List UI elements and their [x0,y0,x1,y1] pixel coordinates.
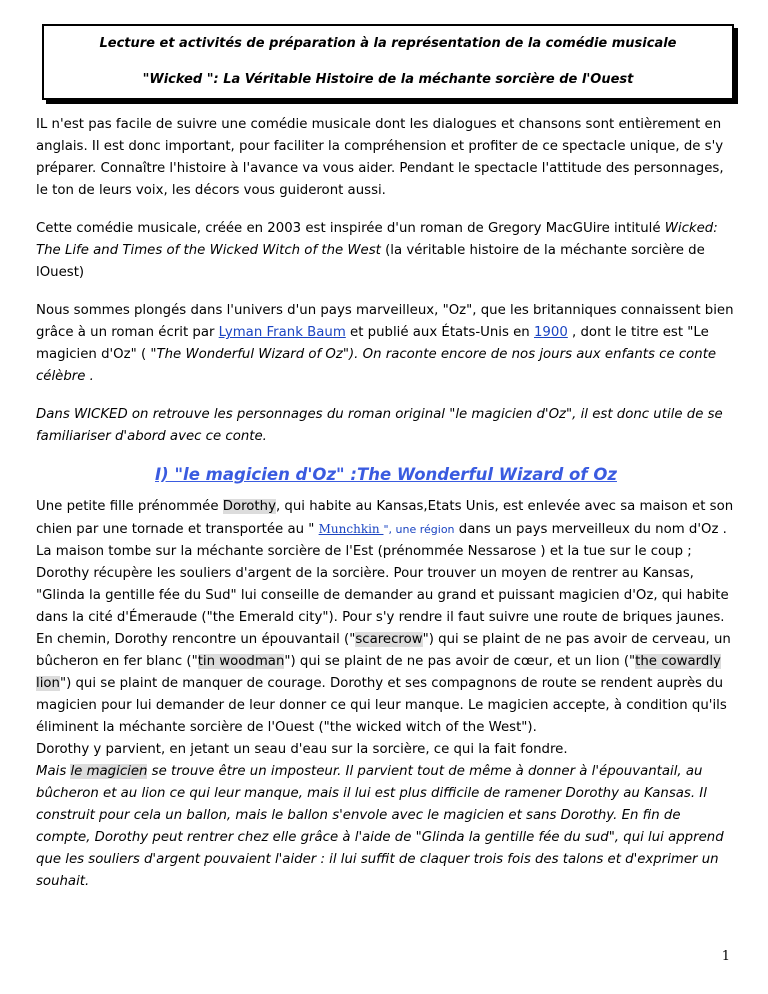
text-run-italic: Mais [36,764,71,779]
munchkin-term: Munchkin [318,522,384,536]
text-run: , dont le titre est "Le magicien d'Oz" ( [36,325,709,362]
region-note: ", une région [383,523,455,536]
text-run: Cette comédie musicale, créée en 2003 est inspirée d'un roman de Gregory MacGUire intitulé [36,221,665,236]
text-run: ") qui se plaint de ne pas avoir de cerveau, un bûcheron en fer blanc (" [36,632,731,669]
text-run-italic: se trouve être un imposteur. Il parvient tout de même à donner à l'épouvantail, au bûcheron et au lion ce qui leur manque, mais il lui est plus difficile de ramener Dorothy au Kansas. Il construit pour cela un ballon, mais le ballon s'envole avec le magicien et sans Dorothy. En fin de compte, Dorothy peut rentrer chez elle grâce à l'aide de "Glinda la gentille fée du sud", qui lui apprend que les souliers d'argent pouvaient l'aider : il lui suffit de claquer trois fois des talons et d'exprimer un souhait. [36,764,724,889]
intro-paragraph-2 [36,218,736,284]
highlight-cowardly-lion: the cowardly lion [36,654,721,691]
link-1900[interactable]: 1900 [533,325,568,340]
text-run: , qui habite au Kansas,Etats Unis, est enlevée avec sa maison et son chien par une tornade et transportée au " [36,499,734,537]
text-run: et publié aux États-Unis en [345,325,534,340]
story-paragraph [36,496,736,893]
text-run: dans un pays merveilleux du nom d'Oz . La maison tombe sur la méchante sorcière de l'Est (prénommée Nessarose ) et la tue sur le coup ; Dorothy récupère les souliers d'argent de la sorcière. Pour trouver un moyen de rentrer au Kansas, "Glinda la gentille fée du Sud" lui conseille de demander au grand et puissant magicien d'Oz, qui habite dans la cité d'Émeraude ("the Emerald city"). Pour s'y rendre il faut suivre une route de briques jaunes. En chemin, Dorothy rencontre un épouvantail (" [36,522,729,647]
section-title: I) "le magicien d'Oz" :The Wonderful Wizard of Oz [155,465,617,484]
highlight-tin-woodman: tin woodman [197,654,285,669]
link-lyman-frank-baum[interactable]: Lyman Frank Baum [218,325,346,340]
title-line-2: "Wicked ": La Véritable Histoire de la méchante sorcière de l'Ouest [142,72,634,87]
intro-paragraph-1: IL n'est pas facile de suivre une comédie musicale dont les dialogues et chansons sont entièrement en anglais. Il est donc important, pour faciliter la compréhension et profiter de ce spectacle unique, de s'y préparer. Connaître l'histoire à l'avance va vous aider. Pendant le spectacle l'attitude des personnages, le ton de leurs voix, les décors vous guideront aussi. [36,117,724,198]
text-run: ") qui se plaint de ne pas avoir de cœur, et un lion (" [284,654,636,669]
text-run: ") qui se plaint de manquer de courage. Dorothy et ses compagnons de route se rendent auprès du magicien pour lui demander de leur donner ce qui leur manque. Le magicien accepte, à condition qu'ils éliminent la méchante sorcière de l'Ouest ("the wicked witch of the West"). [36,676,727,735]
text-run: (la véritable histoire de la méchante sorcière de lOuest) [36,243,705,280]
text-run-italic: "The Wonderful Wizard of Oz"). On raconte encore de nos jours aux enfants ce conte célèbre . [36,347,717,384]
title-box [42,24,734,100]
highlight-scarecrow: scarecrow [355,632,423,647]
page-number: 1 [721,949,730,964]
document-body [36,114,736,893]
intro-paragraph-4: Dans WICKED on retrouve les personnages du roman original "le magicien d'Oz", il est donc utile de se familiariser d'abord avec ce conte. [36,407,723,444]
text-run: Une petite fille prénommée [36,499,223,514]
highlight-magicien: le magicien [70,764,148,779]
title-line-1: Lecture et activités de préparation à la représentation de la comédie musicale [99,36,677,51]
text-run: Nous sommes plongés dans l'univers d'un pays marveilleux, "Oz", que les britanniques connaissent bien grâce à un roman écrit par [36,303,734,340]
highlight-dorothy: Dorothy [222,499,276,514]
intro-paragraph-3 [36,300,736,388]
text-run: Dorothy y parvient, en jetant un seau d'eau sur la sorcière, ce qui la fait fondre. [36,742,568,757]
novel-title: Wicked: The Life and Times of the Wicked Witch of the West [36,221,718,258]
